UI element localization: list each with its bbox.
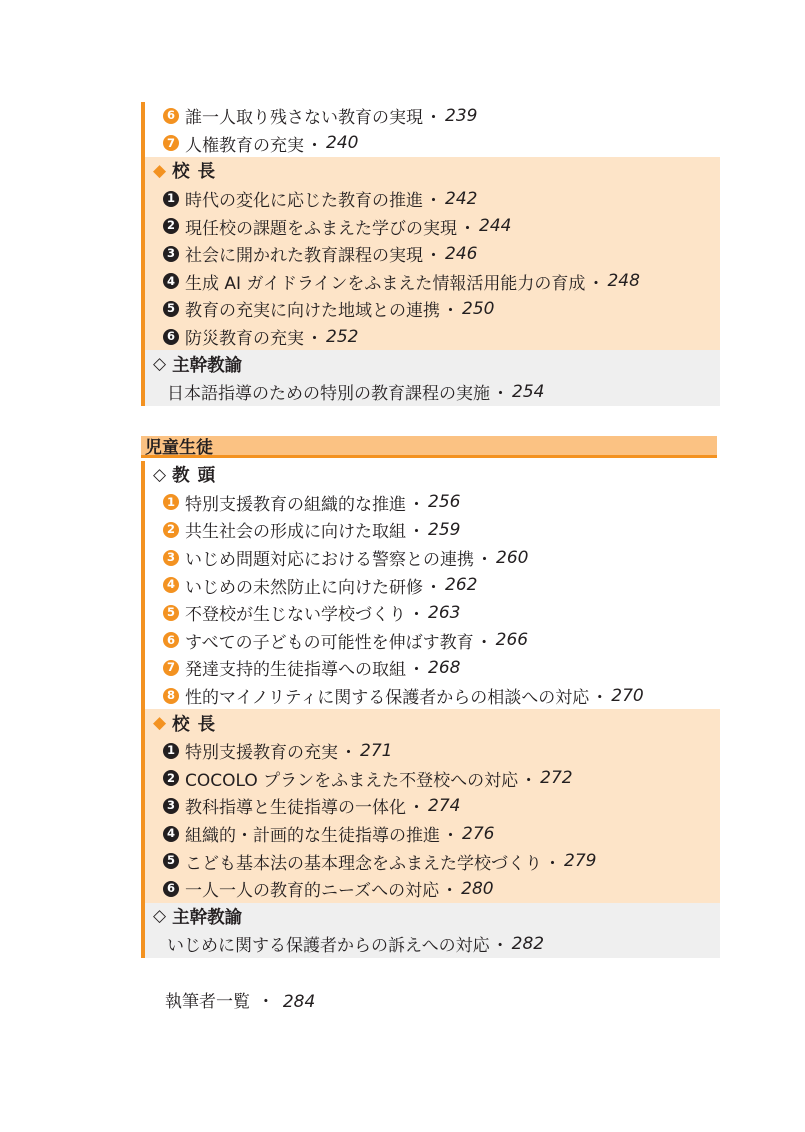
page-number: 242	[445, 188, 478, 209]
open-diamond-icon: ◇	[153, 906, 167, 927]
principal-group	[145, 157, 720, 350]
separator: ・	[492, 384, 509, 405]
page-number: 254	[512, 381, 545, 402]
number-badge: 1	[163, 743, 179, 759]
number-badge: 5	[163, 853, 179, 869]
page-number: 248	[607, 271, 640, 292]
separator: ・	[306, 329, 323, 350]
toc-entry[interactable]	[145, 571, 720, 599]
toc-entry[interactable]	[145, 599, 720, 627]
page-number: 259	[428, 519, 461, 540]
entry-title: 不登校が生じない学校づくり	[185, 605, 406, 626]
number-badge: 1	[163, 191, 179, 207]
number-badge: 4	[163, 577, 179, 593]
entry-title: 一人一人の教育的ニーズへの対応	[185, 881, 440, 902]
separator: ・	[442, 301, 459, 322]
separator: ・	[442, 826, 459, 847]
number-badge: 8	[163, 688, 179, 704]
toc-entry[interactable]	[145, 544, 720, 572]
filled-diamond-icon: ◆	[153, 713, 167, 734]
page-number: 240	[326, 133, 359, 154]
separator: ・	[425, 246, 442, 267]
separator: ・	[475, 632, 493, 653]
toc-entry[interactable]	[145, 847, 720, 875]
page-number: 252	[326, 326, 359, 347]
entry-title: いじめに関する保護者からの訴えへの対応	[167, 936, 490, 957]
vice-principal-group	[145, 461, 720, 709]
entry-title: 防災教育の充実	[185, 329, 304, 350]
toc-entry[interactable]	[145, 240, 720, 268]
separator: ・	[425, 108, 442, 129]
toc-entry[interactable]	[145, 765, 720, 793]
separator: ・	[306, 135, 323, 156]
toc-entry[interactable]	[145, 130, 720, 158]
number-badge: 4	[163, 273, 179, 289]
toc-entry[interactable]	[145, 323, 720, 351]
group-heading: ◇ 主幹教諭	[153, 906, 243, 928]
separator: ・	[591, 688, 609, 709]
entry-title: こども基本法の基本理念をふまえた学校づくり	[185, 853, 542, 874]
entry-title: 特別支援教育の充実	[185, 743, 338, 764]
filled-diamond-icon: ◆	[153, 160, 167, 181]
entry-title: すべての子どもの可能性を伸ばす教育	[185, 632, 474, 653]
page-number: 246	[445, 243, 478, 264]
entry-title: いじめ問題対応における警察との連携	[185, 550, 474, 571]
page-number: 272	[540, 768, 573, 789]
entry-title: 現任校の課題をふまえた学びの実現	[185, 218, 457, 239]
number-badge: 7	[163, 135, 179, 151]
separator: ・	[408, 494, 425, 515]
principal-group	[145, 709, 720, 902]
page-number: 256	[428, 492, 461, 513]
group-heading: ◆ 校 長	[153, 160, 217, 183]
toc-entry[interactable]	[145, 212, 720, 240]
separator: ・	[476, 550, 493, 571]
page-number: 268	[428, 657, 461, 678]
entry-title: COCOLO プランをふまえた不登校への対応	[185, 770, 519, 791]
open-diamond-icon: ◇	[153, 464, 167, 485]
entry-title: 時代の変化に応じた教育の推進	[185, 191, 423, 212]
group-heading: ◇ 教 頭	[153, 464, 217, 487]
entry-title: 執筆者一覧	[165, 992, 250, 1012]
number-badge: 5	[163, 301, 179, 317]
separator: ・	[408, 798, 425, 819]
entry-title: 発達支持的生徒指導への取組	[185, 660, 406, 681]
page-number: 274	[428, 795, 461, 816]
toc-block-students	[141, 461, 720, 958]
entry-title: 日本語指導のための特別の教育課程の実施	[167, 384, 490, 405]
entry-title: 社会に開かれた教育課程の実現	[185, 246, 423, 267]
entry-title: 教科指導と生徒指導の一体化	[185, 798, 406, 819]
toc-entry[interactable]	[145, 268, 720, 296]
chief-teacher-group	[145, 350, 720, 405]
number-badge: 4	[163, 826, 179, 842]
toc-entry[interactable]	[145, 682, 720, 710]
page-number: 262	[445, 575, 478, 596]
number-badge: 2	[163, 770, 179, 786]
entry-title: 特別支援教育の組織的な推進	[185, 494, 406, 515]
page-number: 266	[495, 630, 529, 651]
entry-title: 性的マイノリティに関する保護者からの相談への対応	[185, 688, 590, 709]
page-number: 260	[496, 547, 529, 568]
page-number: 244	[479, 216, 512, 237]
entry-title: 人権教育の充実	[185, 135, 304, 156]
number-badge: 6	[163, 632, 179, 648]
toc-entry[interactable]	[145, 654, 720, 682]
toc-entry[interactable]	[145, 875, 720, 903]
toc-entry[interactable]	[145, 792, 720, 820]
page-number: 276	[462, 823, 495, 844]
chief-teacher-group	[145, 903, 720, 958]
toc-entry[interactable]	[145, 627, 720, 655]
toc-entry[interactable]	[145, 737, 720, 765]
page-number: 270	[611, 685, 644, 706]
toc-entry[interactable]	[145, 820, 720, 848]
separator: ・	[459, 218, 476, 239]
page-number: 280	[461, 878, 494, 899]
open-diamond-icon: ◇	[153, 354, 167, 375]
separator: ・	[257, 992, 275, 1012]
section-title: 児童生徒	[141, 436, 717, 458]
page-number: 282	[511, 933, 545, 954]
entry-title: いじめの未然防止に向けた研修	[185, 577, 423, 598]
toc-entry[interactable]	[145, 489, 720, 517]
separator: ・	[408, 522, 425, 543]
number-badge: 3	[163, 798, 179, 814]
separator: ・	[340, 743, 357, 764]
toc-entry[interactable]	[145, 185, 720, 213]
entry-title: 生成 AI ガイドラインをふまえた情報活用能力の育成	[185, 273, 586, 294]
separator: ・	[408, 605, 425, 626]
number-badge: 3	[163, 246, 179, 262]
entry-title: 組織的・計画的な生徒指導の推進	[185, 826, 440, 847]
toc-entry[interactable]	[145, 378, 720, 406]
toc-entry[interactable]	[145, 930, 720, 958]
toc-block-top	[141, 102, 720, 406]
separator: ・	[491, 936, 509, 957]
page-number: 263	[428, 602, 461, 623]
entry-title: 共生社会の形成に向けた取組	[185, 522, 406, 543]
separator: ・	[587, 273, 605, 294]
page-number: 284	[282, 992, 316, 1012]
page-number: 250	[462, 298, 495, 319]
number-badge: 2	[163, 218, 179, 234]
toc-entry[interactable]	[145, 295, 720, 323]
number-badge: 6	[163, 108, 179, 124]
group-heading: ◆ 校 長	[153, 713, 217, 735]
page-number: 279	[564, 851, 597, 872]
entry-title: 誰一人取り残さない教育の実現	[185, 108, 423, 129]
number-badge: 2	[163, 522, 179, 538]
separator: ・	[408, 660, 425, 681]
number-badge: 6	[163, 329, 179, 345]
toc-entry[interactable]	[145, 516, 720, 544]
separator: ・	[425, 191, 442, 212]
group-heading: ◇ 主幹教諭	[153, 354, 243, 376]
separator: ・	[544, 853, 561, 874]
separator: ・	[441, 881, 459, 902]
number-badge: 3	[163, 550, 179, 566]
page-number: 239	[445, 105, 478, 126]
page-number: 271	[360, 740, 393, 761]
separator: ・	[520, 770, 538, 791]
toc-entry[interactable]	[145, 102, 720, 130]
number-badge: 6	[163, 881, 179, 897]
number-badge: 1	[163, 494, 179, 510]
separator: ・	[425, 577, 442, 598]
number-badge: 7	[163, 660, 179, 676]
footer-entry[interactable]	[165, 987, 315, 1012]
number-badge: 5	[163, 605, 179, 621]
entry-title: 教育の充実に向けた地域との連携	[185, 301, 440, 322]
